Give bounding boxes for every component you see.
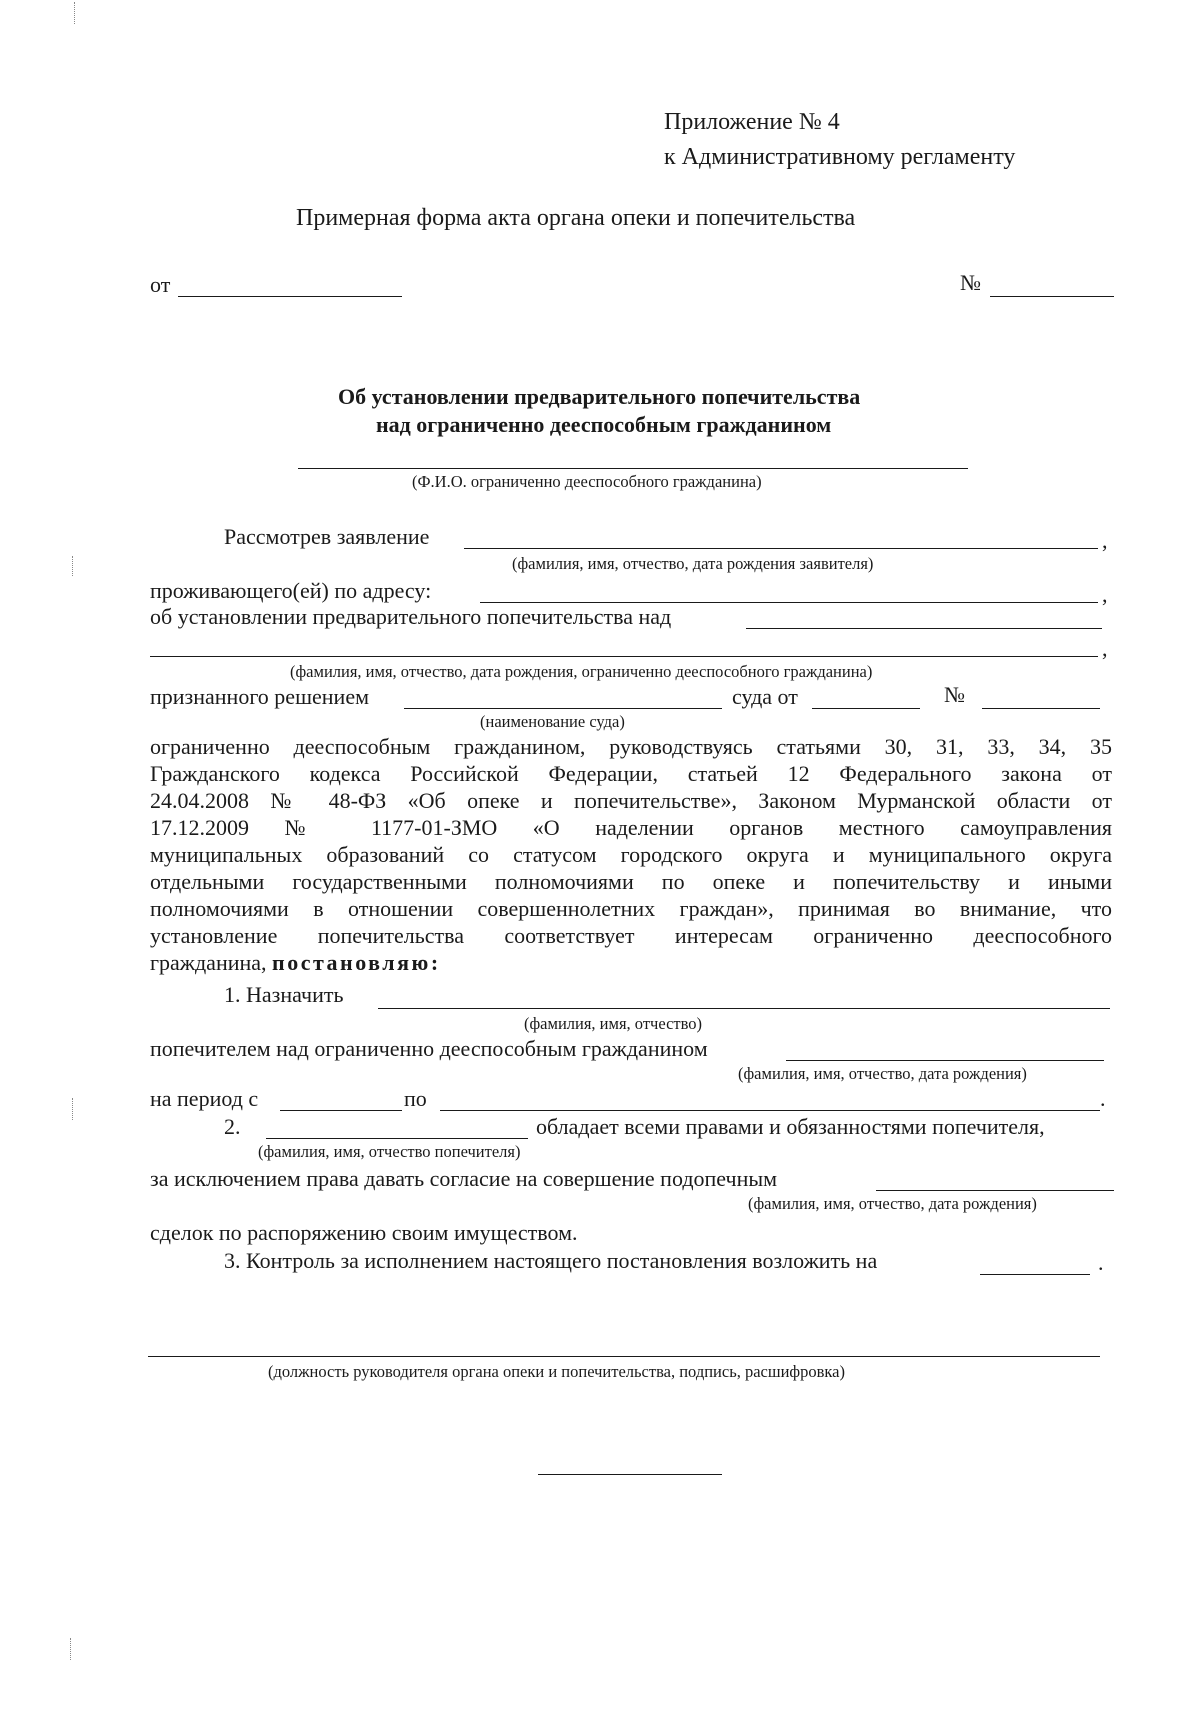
recognized-label: признанного решением <box>150 684 370 709</box>
court-date-field <box>812 708 920 709</box>
item-2-number: 2. <box>224 1114 241 1139</box>
guardian-over-label: попечителем над ограниченно дееспособным гражданином <box>150 1036 708 1061</box>
citizen-word: гражданина, <box>150 950 267 975</box>
period-end: . <box>1100 1086 1106 1111</box>
considered-label: Рассмотрев заявление <box>224 524 430 549</box>
except-label: за исключением права давать согласие на совершение подопечным <box>150 1166 778 1191</box>
appendix-to: к Административному регламенту <box>664 144 1016 170</box>
court-name-field <box>404 708 722 709</box>
comma: , <box>1102 636 1108 661</box>
ward-field-4 <box>876 1190 1114 1191</box>
ward-caption: (фамилия, имя, отчество, дата рождения, ограниченно дееспособного гражданина) <box>290 662 873 681</box>
court-number-label: № <box>944 682 965 707</box>
applicant-field <box>464 548 1098 549</box>
guardian-name-field <box>266 1138 528 1139</box>
decree-word: постановляю: <box>272 950 441 975</box>
applicant-caption: (фамилия, имя, отчество, дата рождения заявителя) <box>512 554 874 573</box>
heading-line-1: Об установлении предварительного попечительства <box>338 384 861 409</box>
appointee-field <box>378 1008 1110 1009</box>
signature-field <box>148 1356 1100 1357</box>
control-field <box>980 1274 1090 1275</box>
address-field <box>480 602 1098 603</box>
number-label: № <box>960 270 981 295</box>
item-1-label: 1. Назначить <box>224 982 344 1007</box>
scan-edge-mark <box>70 1638 71 1660</box>
scan-edge-mark <box>72 556 73 576</box>
period-from-field <box>280 1110 402 1111</box>
paragraph-last-line <box>150 950 441 976</box>
ward-birth-caption: (фамилия, имя, отчество, дата рождения) <box>738 1064 1027 1083</box>
date-label: от <box>150 272 171 297</box>
signature-caption: (должность руководителя органа опеки и попечительства, подпись, расшифровка) <box>268 1362 845 1381</box>
period-to-label: по <box>404 1086 427 1111</box>
period-to-field <box>440 1110 1100 1111</box>
item-3-end: . <box>1098 1250 1104 1275</box>
heading-line-2: над ограниченно дееспособным гражданином <box>376 412 832 437</box>
form-title: Примерная форма акта органа опеки и попечительства <box>296 205 856 231</box>
number-field <box>990 296 1114 297</box>
closing-rule <box>538 1474 722 1475</box>
scan-edge-mark <box>74 2 75 24</box>
ward-field-2 <box>150 656 1098 657</box>
residing-label: проживающего(ей) по адресу: <box>150 578 432 603</box>
paragraph-line: полномочиями в отношении совершеннолетних граждан», принимая во внимание, что <box>150 896 1112 921</box>
citizen-name-caption: (Ф.И.О. ограниченно дееспособного гражданина) <box>412 472 762 491</box>
paragraph-line: установление попечительства соответствует интересам ограниченно дееспособного <box>150 923 1112 948</box>
appointee-caption: (фамилия, имя, отчество) <box>524 1014 703 1033</box>
paragraph-line: ограниченно дееспособным гражданином, руководствуясь статьями 30, 31, 33, 34, 35 <box>150 734 1112 759</box>
transactions-label: сделок по распоряжению своим имуществом. <box>150 1220 578 1245</box>
about-establish-label: об установлении предварительного попечительства над <box>150 604 672 629</box>
court-name-caption: (наименование суда) <box>480 712 625 731</box>
ward-field-3 <box>786 1060 1104 1061</box>
appendix-number: Приложение № 4 <box>664 109 840 135</box>
paragraph-line: Гражданского кодекса Российской Федерации, статьей 12 Федерального закона от <box>150 761 1112 786</box>
guardian-caption: (фамилия, имя, отчество попечителя) <box>258 1142 521 1161</box>
item-2-text: обладает всеми правами и обязанностями попечителя, <box>536 1114 1045 1139</box>
paragraph-line: отдельными государственными полномочиями по опеке и попечительству и иными <box>150 869 1112 894</box>
court-from-label: суда от <box>732 684 798 709</box>
paragraph-line: 17.12.2009 № 1177-01-ЗМО «О наделении органов местного самоуправления <box>150 815 1112 840</box>
paragraph-line: 24.04.2008 № 48-ФЗ «Об опеке и попечительстве», Законом Мурманской области от <box>150 788 1112 813</box>
comma: , <box>1102 528 1108 553</box>
item-3-label: 3. Контроль за исполнением настоящего постановления возложить на <box>224 1248 878 1273</box>
ward-birth-caption-2: (фамилия, имя, отчество, дата рождения) <box>748 1194 1037 1213</box>
scan-edge-mark <box>72 1098 73 1120</box>
comma: , <box>1102 582 1108 607</box>
date-field <box>178 296 402 297</box>
paragraph-line: муниципальных образований со статусом городского округа и муниципального округа <box>150 842 1112 867</box>
court-number-field <box>982 708 1100 709</box>
ward-field-1 <box>746 628 1102 629</box>
citizen-name-field <box>298 468 968 469</box>
period-from-label: на период с <box>150 1086 259 1111</box>
